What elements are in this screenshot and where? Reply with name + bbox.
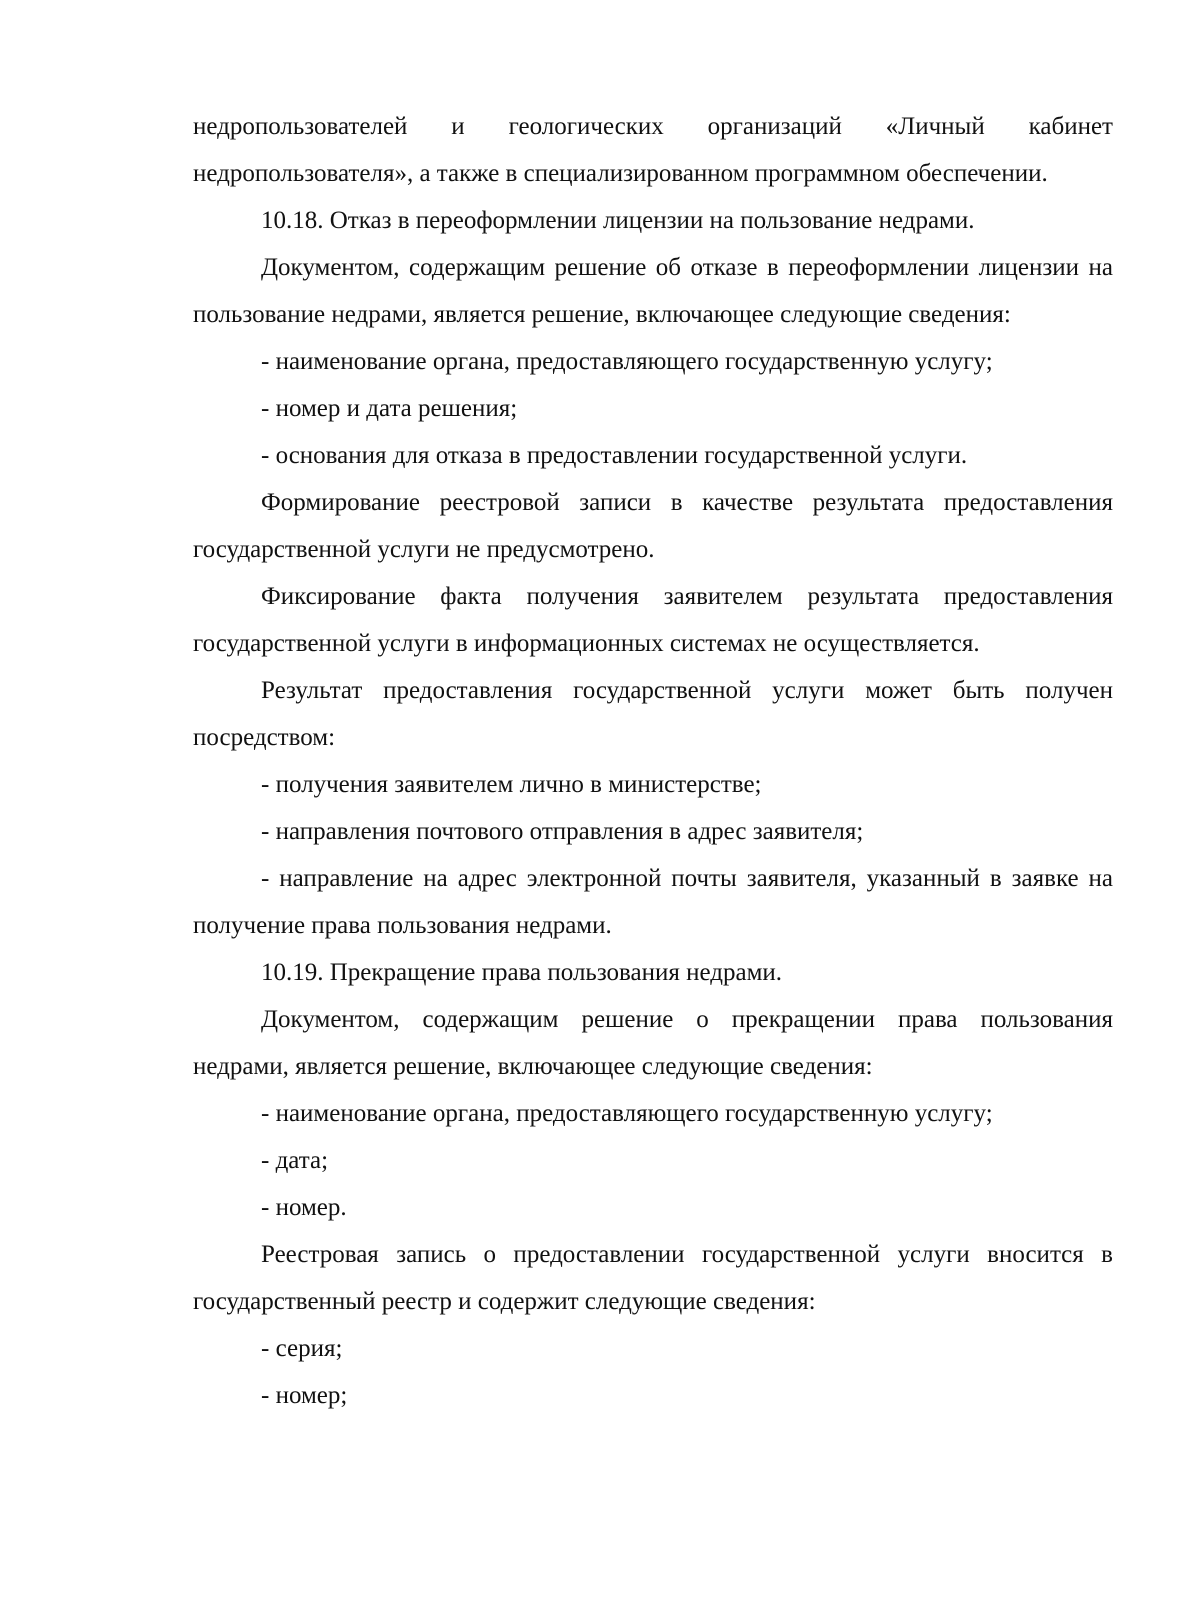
list-item: - основания для отказа в предоставлении государственной услуги. [261,442,968,469]
paragraph-fixation: Фиксирование факта получения заявителем результата предоставления государственной услуги в информационных системах не осуществляется. [193,583,1113,657]
list-item: - направления почтового отправления в адрес заявителя; [261,818,864,845]
list-item: - серия; [261,1335,343,1362]
paragraph-result-delivery: Результат предоставления государственной услуги может быть получен посредством: [193,677,1113,751]
list-item: - направление на адрес электронной почты заявителя, указанный в заявке на получение права пользования недрами. [193,865,1113,939]
paragraph-continuation: недропользователей и геологических организаций «Личный кабинет недропользователя», а также в специализированном программном обеспечении. [193,113,1113,187]
paragraph-refusal-document: Документом, содержащим решение об отказе в переоформлении лицензии на пользование недрами, является решение, включающее следующие сведения: [193,254,1113,328]
list-item: - номер; [261,1382,348,1409]
list-item: - номер. [261,1194,347,1221]
paragraph-termination-document: Документом, содержащим решение о прекращении права пользования недрами, является решение, включающее следующие сведения: [193,1006,1113,1080]
paragraph-registry-entry: Реестровая запись о предоставлении государственной услуги вносится в государственный реестр и содержит следующие сведения: [193,1241,1113,1315]
list-item: - наименование органа, предоставляющего государственную услугу; [261,1100,993,1127]
paragraph-registry-record: Формирование реестровой записи в качестве результата предоставления государственной услуги не предусмотрено. [193,489,1113,563]
list-item: - номер и дата решения; [261,395,518,422]
document-body [193,103,1113,1419]
list-item: - получения заявителем лично в министерстве; [261,771,762,798]
section-heading-10-19: 10.19. Прекращение права пользования недрами. [261,959,783,986]
list-item: - дата; [261,1147,329,1174]
list-item: - наименование органа, предоставляющего государственную услугу; [261,348,993,375]
section-heading-10-18: 10.18. Отказ в переоформлении лицензии на пользование недрами. [261,207,975,234]
